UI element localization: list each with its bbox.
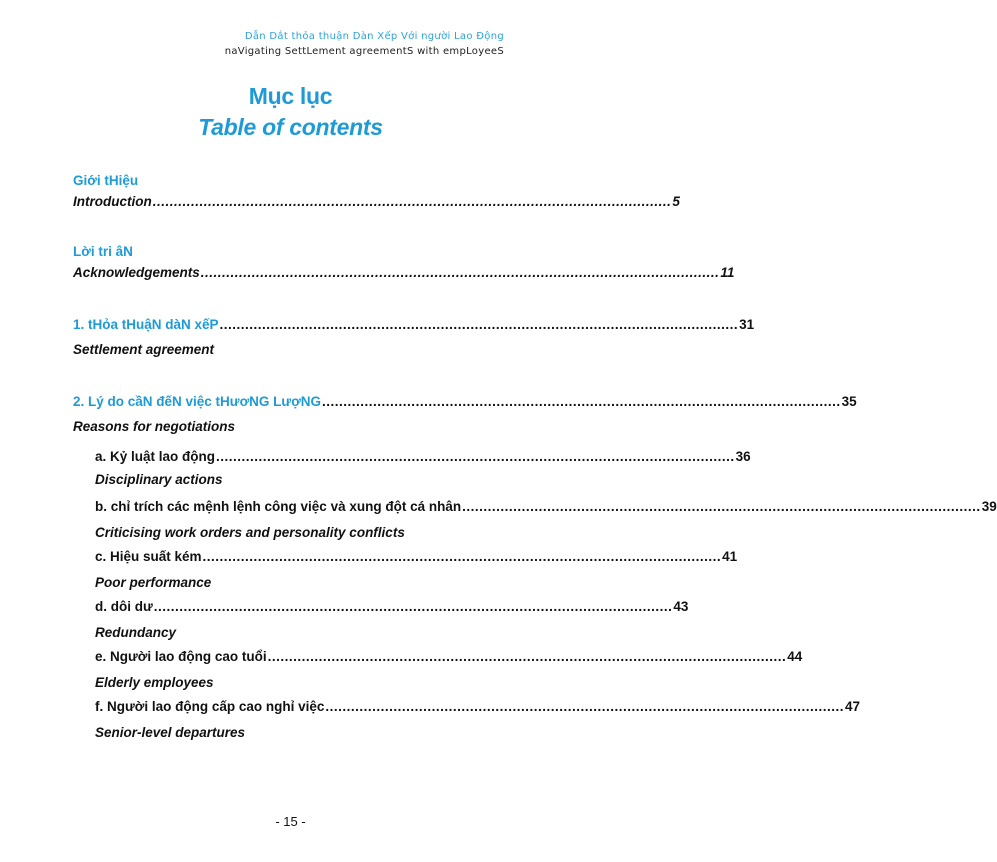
toc-subentry-b[interactable] <box>95 498 997 516</box>
header-vi: Dẫn Dắt thỏa thuận Dàn Xếp Với người Lao Động <box>244 31 504 42</box>
toc-page-number: 39 <box>981 499 997 514</box>
toc-subentry-d[interactable] <box>95 598 689 616</box>
toc-title-vi: Mục lục <box>248 83 333 109</box>
toc-entry-label: b. chỉ trích các mệnh lệnh công việc và xung đột cá nhân <box>95 499 462 514</box>
toc-heading-vi[interactable]: Giới tHiệu <box>73 173 139 188</box>
toc-page-number: 31 <box>739 317 755 332</box>
toc-entry-label: 1. tHỏa tHuậN dàN xếP <box>73 317 219 332</box>
running-header <box>225 29 504 59</box>
toc-page-number: 5 <box>672 194 680 209</box>
toc-subentry-subtitle: Redundancy <box>95 625 177 640</box>
toc-subentry-subtitle: Disciplinary actions <box>95 472 223 487</box>
toc-entry-chapter-2[interactable] <box>73 393 857 411</box>
dot-leader: .......................................................................................................................... <box>267 649 787 664</box>
dot-leader: .......................................................................................................................... <box>322 394 841 409</box>
toc-entry-subtitle: Settlement agreement <box>73 342 215 357</box>
toc-subentry-subtitle: Senior-level departures <box>95 725 246 740</box>
dot-leader: .......................................................................................................................... <box>219 317 739 332</box>
toc-entry-introduction[interactable] <box>73 193 680 211</box>
toc-subentry-f[interactable] <box>95 698 861 716</box>
toc-entry-label: a. Kỷ luật lao động <box>95 449 216 464</box>
dot-leader: .......................................................................................................................... <box>202 549 722 564</box>
toc-page-number: 41 <box>722 549 738 564</box>
header-en: naVigating SettLement agreementS with empLoyeeS <box>224 46 504 57</box>
toc-subentry-a[interactable] <box>95 448 751 466</box>
toc-page-number: 35 <box>841 394 857 409</box>
toc-title-en: Table of contents <box>198 114 383 140</box>
toc-entry-label: 2. Lý do cầN đếN việc tHươNG LượNG <box>73 394 322 409</box>
toc-entry-subtitle: Reasons for negotiations <box>73 419 236 434</box>
toc-page-number: 11 <box>720 265 735 280</box>
toc-entry-label: Acknowledgements <box>73 265 200 280</box>
dot-leader: .......................................................................................................................... <box>200 265 720 280</box>
toc-entry-label: Introduction <box>73 194 152 209</box>
toc-subentry-subtitle: Poor performance <box>95 575 212 590</box>
dot-leader: .......................................................................................................................... <box>325 699 844 714</box>
toc-entry-label: e. Người lao động cao tuổi <box>95 649 267 664</box>
toc-page-number: 43 <box>673 599 689 614</box>
toc-entry-label: d. dôi dư <box>95 599 153 614</box>
toc-page-number: 44 <box>787 649 803 664</box>
toc-heading-vi[interactable]: Lời tri âN <box>73 244 133 259</box>
toc-page-number: 36 <box>735 449 751 464</box>
toc-subentry-c[interactable] <box>95 548 738 566</box>
dot-leader: .......................................................................................................................... <box>153 599 673 614</box>
toc-subentry-subtitle: Criticising work orders and personality conflicts <box>95 525 405 540</box>
dot-leader: .......................................................................................................................... <box>462 499 981 514</box>
toc-subentry-subtitle: Elderly employees <box>95 675 214 690</box>
toc-entry-chapter-1[interactable] <box>73 316 755 334</box>
toc-entry-acknowledgements[interactable] <box>73 264 735 282</box>
dot-leader: .......................................................................................................................... <box>152 194 672 209</box>
toc-page-number: 47 <box>845 699 861 714</box>
toc-subentry-e[interactable] <box>95 648 803 666</box>
toc-entry-label: f. Người lao động cấp cao nghỉ việc <box>95 699 325 714</box>
toc-entry-label: c. Hiệu suất kém <box>95 549 202 564</box>
dot-leader: .......................................................................................................................... <box>216 449 735 464</box>
page-number: - 15 - <box>275 814 306 829</box>
